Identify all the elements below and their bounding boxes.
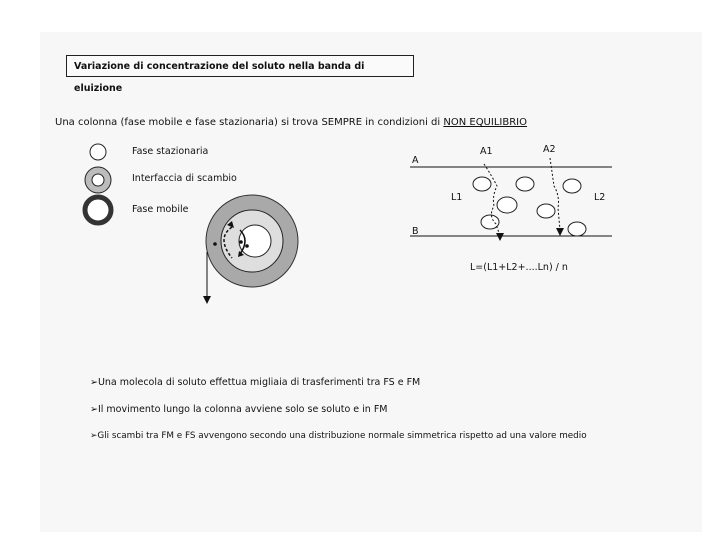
label-a1: A1 <box>480 146 493 157</box>
label-l1: L1 <box>451 192 463 203</box>
path-a2 <box>550 158 560 230</box>
label-a2: A2 <box>543 144 556 155</box>
mobile-phase-icon <box>85 197 111 223</box>
slide-title: Variazione di concentrazione del soluto nella banda di eluizione <box>66 55 414 77</box>
bullet-item: ➢Una molecola di soluto effettua migliaia di trasferimenti tra FS e FM <box>90 377 421 388</box>
legend-label-interface: Interfaccia di scambio <box>132 173 237 184</box>
bullet-item: ➢Il movimento lungo la colonna avviene solo se soluto e in FM <box>90 404 388 415</box>
average-length-formula: L=(L1+L2+....Ln) / n <box>470 262 568 273</box>
intro-sentence: Una colonna (fase mobile e fase stazionaria) si trova SEMPRE in condizioni di <box>55 117 444 128</box>
concentric-phase-diagram <box>203 195 298 304</box>
stationary-phase-icon <box>90 144 106 160</box>
label-a: A <box>412 155 419 166</box>
exchange-interface-inner <box>92 174 104 186</box>
bullet-item: ➢Gli scambi tra FM e FS avvengono secondo una distribuzione normale simmetrica rispetto ad una valore medio <box>90 431 587 441</box>
label-b: B <box>412 226 419 237</box>
legend-label-stationary: Fase stazionaria <box>132 146 209 157</box>
label-l2: L2 <box>594 192 606 203</box>
legend-label-mobile: Fase mobile <box>132 204 189 215</box>
column-path-diagram <box>410 158 612 241</box>
non-equilibrio-label: NON EQUILIBRIO <box>443 117 527 128</box>
